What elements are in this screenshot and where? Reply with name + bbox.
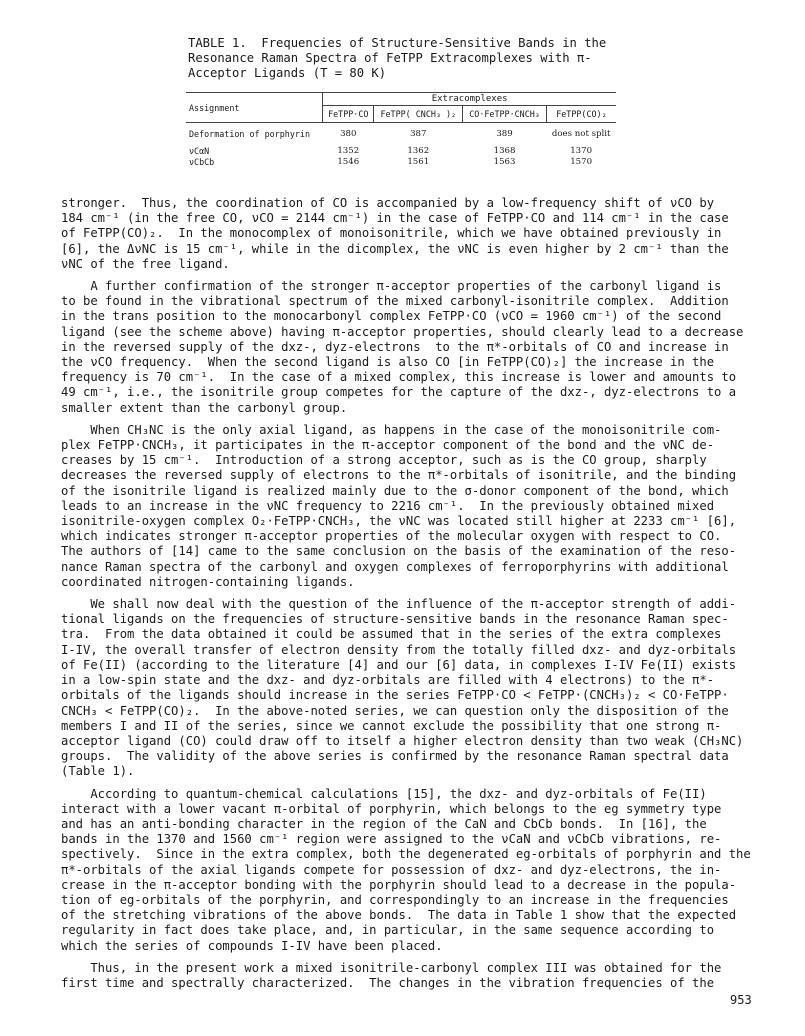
table-row	[186, 123, 616, 141]
paragraph	[61, 279, 761, 416]
table-cell: 387	[410, 129, 427, 139]
caption-line: TABLE 1. Frequencies of Structure-Sensitive Bands in the	[188, 36, 607, 50]
text-line: crease in the π-acceptor bonding with the porphyrin should lead to a decrease in the popula-	[61, 877, 737, 892]
extracomplexes-header: Extracomplexes	[323, 93, 616, 106]
caption-line: Resonance Raman Spectra of FeTPP Extracomplexes with π-	[188, 51, 592, 65]
paragraph	[61, 787, 761, 954]
text-line: in a low-spin state and the dxz- and dyz-orbitals are filled with 4 electrons) to the π*-	[61, 673, 715, 688]
table-cell: does not split	[551, 129, 611, 139]
text-line: CNCH₃ < FeTPP(CO)₂. In the above-noted series, we can question only the disposition of the	[61, 703, 729, 718]
table-cell: 1352	[337, 146, 360, 156]
text-line: interact with a lower vacant π-orbital of porphyrin, which belongs to the eg symmetry type	[61, 801, 722, 816]
text-line: 184 cm⁻¹ (in the free CO, νCO = 2144 cm⁻¹) in the case of FeTPP·CO and 114 cm⁻¹ in the case	[61, 211, 729, 226]
table-cell: 1368	[493, 146, 516, 156]
text-line: first time and spectrally characterized. The changes in the vibration frequencies of the	[61, 975, 715, 990]
text-line: groups. The validity of the above series is confirmed by the resonance Raman spectral data	[61, 749, 729, 764]
paragraph	[61, 961, 761, 991]
text-line: spectively. Since in the extra complex, both the degenerated eg-orbitals of porphyrin and the	[61, 847, 751, 862]
text-line: which indicates stronger π-acceptor properties of the molecular oxygen with respect to CO.	[61, 529, 722, 544]
assignment-header: Assignment	[186, 93, 323, 123]
paragraph	[61, 196, 761, 272]
text-line: [6], the ΔνNC is 15 cm⁻¹, while in the dicomplex, the νNC is even higher by 2 cm⁻¹ than the	[61, 241, 729, 256]
text-line: stronger. Thus, the coordination of CO is accompanied by a low-frequency shift of νCO by	[61, 196, 715, 210]
column-header: CO·FeTPP·CNCH₃	[463, 106, 547, 123]
body-text	[61, 196, 761, 998]
table-cell: 380	[340, 129, 357, 139]
text-line: isonitrile-oxygen complex O₂·FeTPP·CNCH₃, the νNC was located still higher at 2233 cm⁻¹ [6],	[61, 514, 737, 529]
text-line: leads to an increase in the νNC frequency to 2216 cm⁻¹. In the previously obtained mixed	[61, 498, 715, 513]
row-label: νCbCb	[189, 157, 215, 167]
text-line: of the isonitrile ligand is realized mainly due to the σ-donor component of the bond, which	[61, 483, 729, 498]
text-line: I-IV, the overall transfer of electron density from the totally filled dxz- and dyz-orbitals	[61, 642, 737, 657]
table-cell: 1370	[570, 146, 593, 156]
text-line: orbitals of the ligands should increase in the series FeTPP·CO < FeTPP·(CNCH₃)₂ < CO·FeTPP·	[61, 688, 729, 703]
column-header: FeTPP( CNCH₃ )₂	[374, 106, 463, 123]
text-line: and has an anti-bonding character in the region of the CaN and CbCb bonds. In [16], the	[61, 816, 707, 831]
text-line: in the trans position to the monocarbonyl complex FeTPP·CO (νCO = 1960 cm⁻¹) of the second	[61, 309, 722, 324]
frequency-table	[186, 92, 616, 168]
table-cell: 1362	[407, 146, 430, 156]
table-cell: 1546	[337, 157, 360, 167]
text-line: νNC of the free ligand.	[61, 256, 230, 271]
text-line: According to quantum-chemical calculations [15], the dxz- and dyz-orbitals of Fe(II)	[61, 786, 707, 801]
row-label: νCαN	[189, 146, 210, 156]
text-line: nance Raman spectra of the carbonyl and oxygen complexes of ferroporphyrins with additional	[61, 559, 729, 574]
page-number: 953	[730, 993, 752, 1007]
text-line: coordinated nitrogen-containing ligands.	[61, 574, 355, 589]
paragraph	[61, 597, 761, 779]
text-line: acceptor ligand (CO) could draw off to itself a higher electron density than two weak (CH₃NC)	[61, 733, 744, 748]
text-line: When CH₃NC is the only axial ligand, as happens in the case of the monoisonitrile com-	[61, 422, 722, 437]
text-line: members I and II of the series, since we cannot exclude the possibility that one strong π-	[61, 718, 722, 733]
table-row	[186, 157, 616, 168]
table-caption	[188, 36, 628, 81]
text-line: smaller extent than the carbonyl group.	[61, 400, 348, 415]
text-line: frequency is 70 cm⁻¹. In the case of a mixed complex, this increase is lower and amounts to	[61, 370, 737, 385]
text-line: decreases the reversed supply of electrons to the π*-orbitals of isonitrile, and the binding	[61, 468, 737, 483]
text-line: A further confirmation of the stronger π-acceptor properties of the carbonyl ligand is	[61, 279, 722, 294]
text-line: of FeTPP(CO)₂. In the monocomplex of monoisonitrile, which we have obtained previously in	[61, 226, 722, 241]
column-header: FeTPP·CO	[323, 106, 374, 123]
table-cell: 1570	[570, 157, 593, 167]
text-line: of the stretching vibrations of the above bonds. The data in Table 1 show that the expected	[61, 908, 737, 923]
paragraph	[61, 423, 761, 590]
text-line: the νCO frequency. When the second ligand is also CO [in FeTPP(CO)₂] the increase in the	[61, 355, 715, 370]
text-line: bands in the 1370 and 1560 cm⁻¹ region were assigned to the νCaN and νCbCb vibrations, re-	[61, 832, 722, 847]
text-line: to be found in the vibrational spectrum of the mixed carbonyl-isonitrile complex. Addition	[61, 294, 729, 309]
text-line: We shall now deal with the question of the influence of the π-acceptor strength of addi-	[61, 597, 737, 612]
text-line: of Fe(II) (according to the literature [4] and our [6] data, in complexes I-IV Fe(II) exists	[61, 657, 737, 672]
text-line: Thus, in the present work a mixed isonitrile-carbonyl complex III was obtained for the	[61, 960, 722, 975]
text-line: 49 cm⁻¹, i.e., the isonitrile group competes for the capture of the dxz-, dyz-electrons to a	[61, 385, 737, 400]
text-line: The authors of [14] came to the same conclusion on the basis of the examination of the reso-	[61, 544, 737, 559]
table-cell: 1563	[493, 157, 516, 167]
text-line: in the reversed supply of the dxz-, dyz-electrons to the π*-orbitals of CO and increase in	[61, 339, 729, 354]
row-label: Deformation of porphyrin	[189, 129, 311, 139]
table-row	[186, 140, 616, 157]
text-line: ligand (see the scheme above) having π-acceptor properties, should clearly lead to a decrease	[61, 324, 744, 339]
text-line: (Table 1).	[61, 764, 135, 779]
caption-line: Acceptor Ligands (T = 80 K)	[188, 66, 387, 80]
text-line: tion of eg-orbitals of the porphyrin, and correspondingly to an increase in the frequencies	[61, 892, 729, 907]
text-line: which the series of compounds I-IV have been placed.	[61, 938, 443, 953]
text-line: creases by 15 cm⁻¹. Introduction of a strong acceptor, such as is the CO group, sharply	[61, 453, 707, 468]
text-line: tra. From the data obtained it could be assumed that in the series of the extra complexes	[61, 627, 722, 642]
text-line: π*-orbitals of the axial ligands compete for possession of dxz- and dyz-electrons, the in-	[61, 862, 722, 877]
table-cell: 389	[496, 129, 513, 139]
text-line: tional ligands on the frequencies of structure-sensitive bands in the resonance Raman spec-	[61, 612, 729, 627]
text-line: regularity in fact does take place, and, in particular, in the same sequence according to	[61, 923, 715, 938]
text-line: plex FeTPP·CNCH₃, it participates in the π-acceptor component of the bond and the νNC de-	[61, 438, 715, 453]
column-header: FeTPP(CO)₂	[546, 106, 616, 123]
table-cell: 1561	[407, 157, 430, 167]
